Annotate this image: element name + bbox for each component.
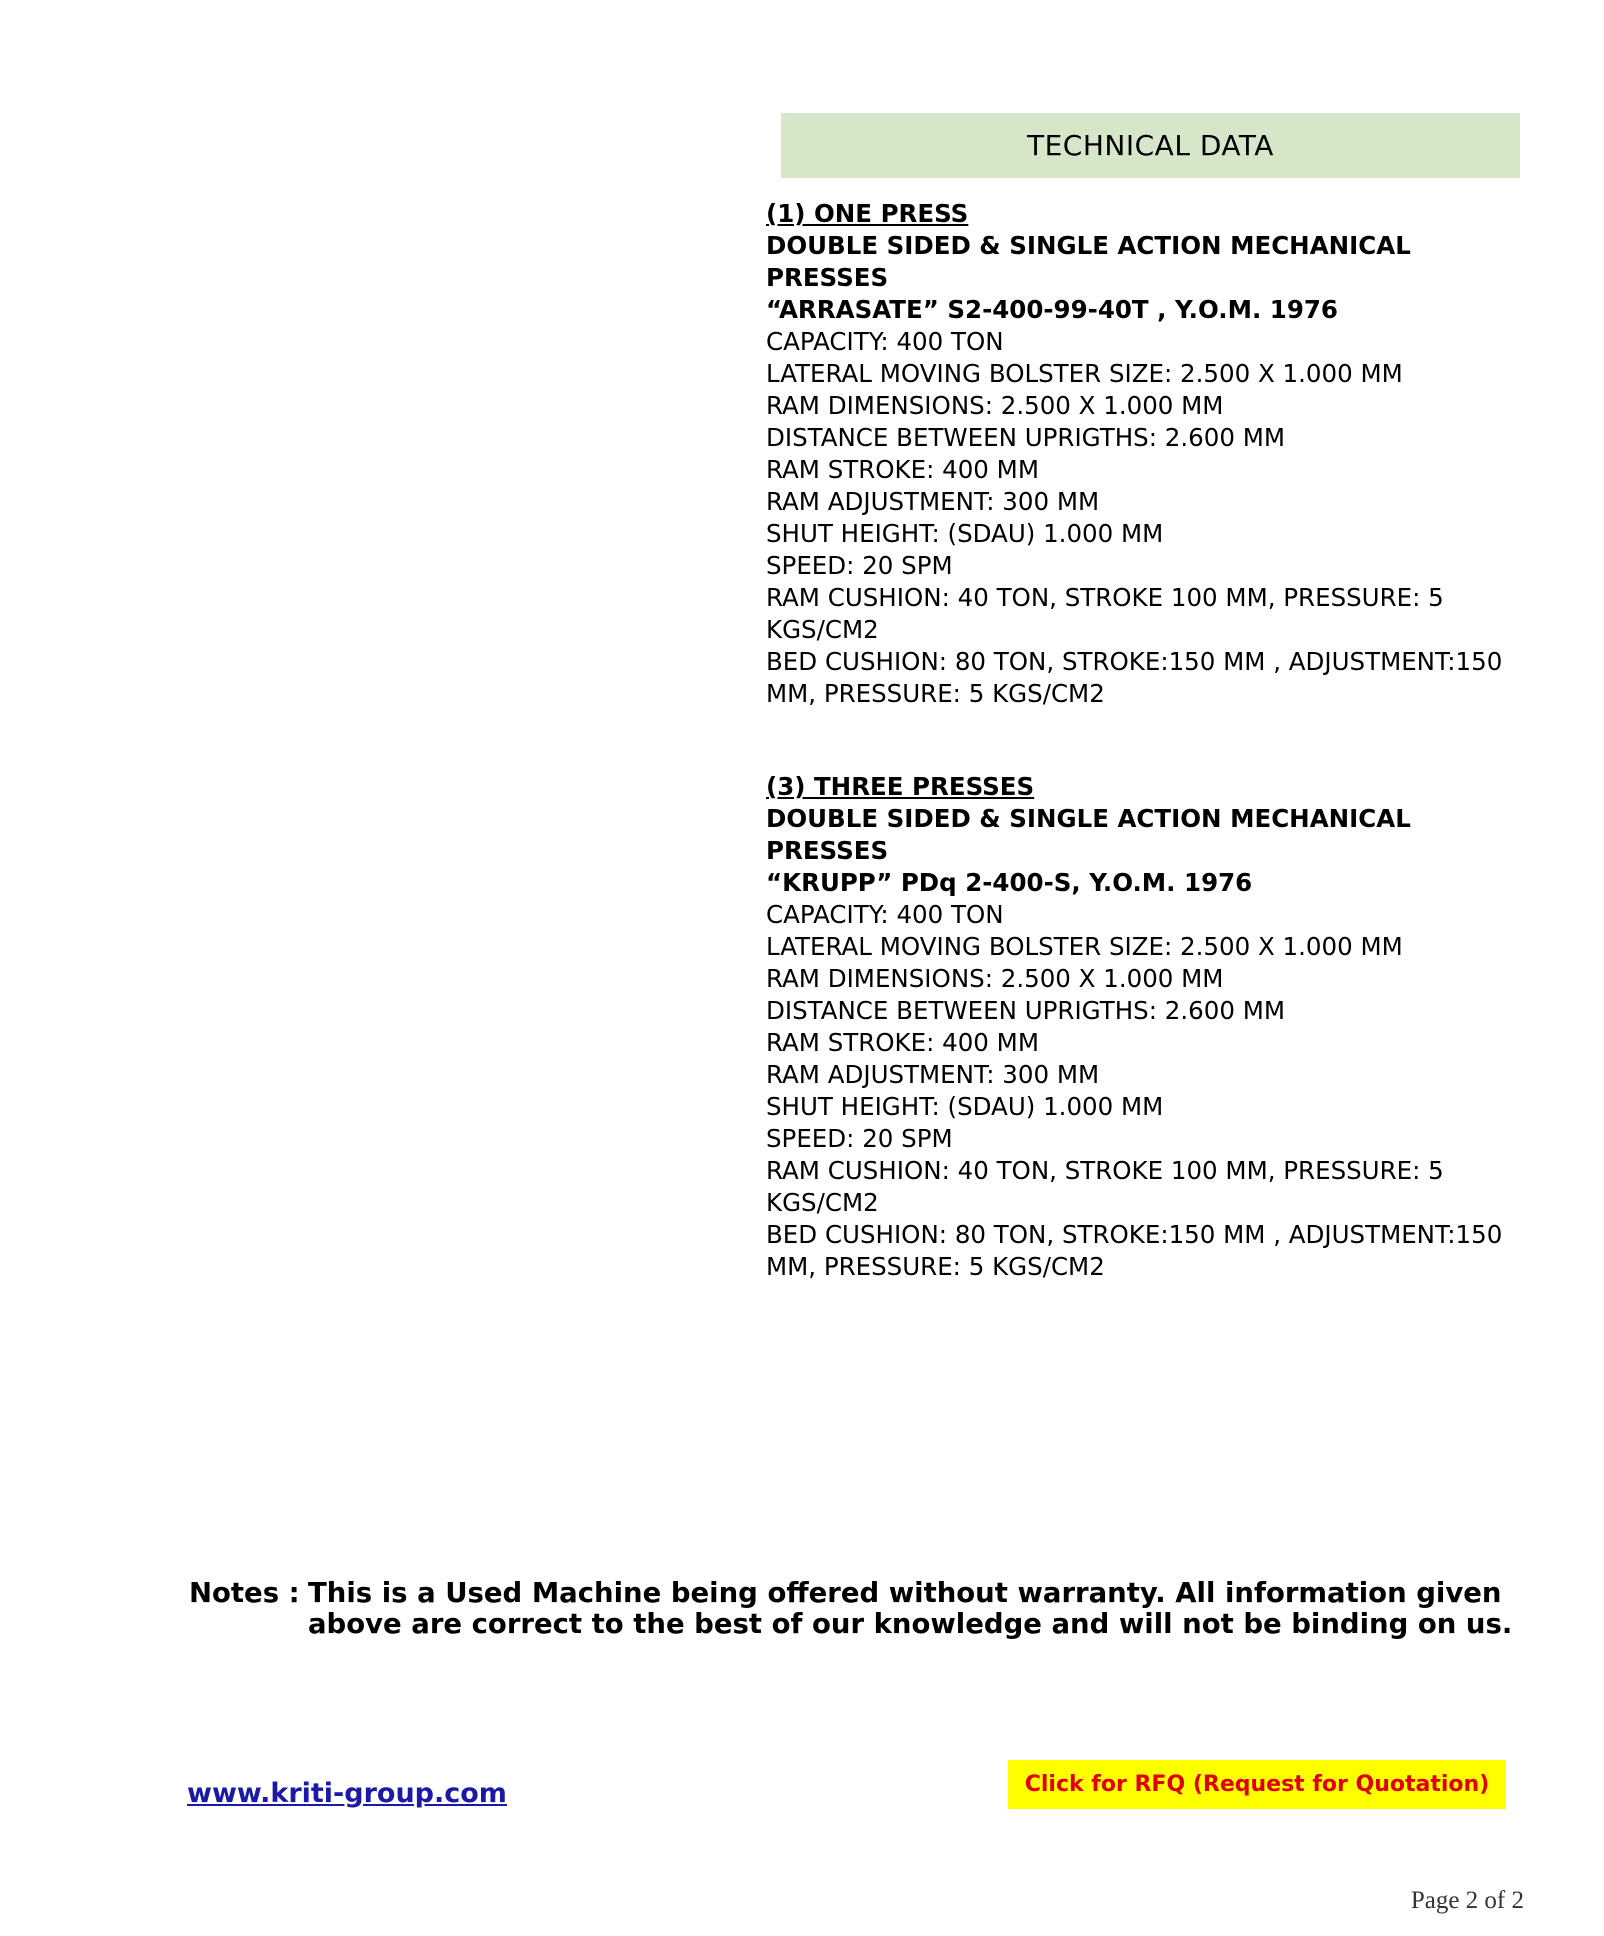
notes-text: This is a Used Machine being offered without warranty. All information given above are correct to the best of our knowledge and will not be binding on us. xyxy=(308,1577,1513,1640)
section-heading: (1) ONE PRESS xyxy=(766,199,969,228)
spec-ram-stroke: RAM STROKE: 400 MM xyxy=(766,1028,1039,1057)
spec-distance-uprights: DISTANCE BETWEEN UPRIGTHS: 2.600 MM xyxy=(766,996,1285,1025)
notes-label: Notes : xyxy=(189,1577,300,1609)
section-heading: (3) THREE PRESSES xyxy=(766,772,1035,801)
machine-model: “KRUPP” PDq 2-400-S, Y.O.M. 1976 xyxy=(766,868,1253,897)
rfq-button-label: Click for RFQ (Request for Quotation) xyxy=(1024,1772,1490,1797)
spec-ram-stroke: RAM STROKE: 400 MM xyxy=(766,455,1039,484)
machine-type: DOUBLE SIDED & SINGLE ACTION MECHANICAL PRESSES xyxy=(766,231,1411,292)
notes-block xyxy=(189,1578,1519,1640)
machine-model: “ARRASATE” S2-400-99-40T , Y.O.M. 1976 xyxy=(766,295,1338,324)
spec-ram-cushion: RAM CUSHION: 40 TON, STROKE 100 MM, PRESSURE: 5 KGS/CM2 xyxy=(766,583,1444,644)
spec-speed: SPEED: 20 SPM xyxy=(766,551,953,580)
spec-shut-height: SHUT HEIGHT: (SDAU) 1.000 MM xyxy=(766,519,1164,548)
spec-capacity: CAPACITY: 400 TON xyxy=(766,900,1004,929)
spec-speed: SPEED: 20 SPM xyxy=(766,1124,953,1153)
spec-bolster-size: LATERAL MOVING BOLSTER SIZE: 2.500 X 1.000 MM xyxy=(766,359,1403,388)
spec-capacity: CAPACITY: 400 TON xyxy=(766,327,1004,356)
spec-ram-dimensions: RAM DIMENSIONS: 2.500 X 1.000 MM xyxy=(766,391,1224,420)
technical-data-header xyxy=(781,113,1520,178)
spec-bed-cushion: BED CUSHION: 80 TON, STROKE:150 MM , ADJUSTMENT:150 MM, PRESSURE: 5 KGS/CM2 xyxy=(766,1220,1503,1281)
spec-bed-cushion: BED CUSHION: 80 TON, STROKE:150 MM , ADJUSTMENT:150 MM, PRESSURE: 5 KGS/CM2 xyxy=(766,647,1503,708)
spec-ram-adjustment: RAM ADJUSTMENT: 300 MM xyxy=(766,487,1100,516)
technical-data-title: TECHNICAL DATA xyxy=(1027,129,1274,162)
spec-distance-uprights: DISTANCE BETWEEN UPRIGTHS: 2.600 MM xyxy=(766,423,1285,452)
page-number: Page 2 of 2 xyxy=(1410,1887,1524,1914)
spec-ram-dimensions: RAM DIMENSIONS: 2.500 X 1.000 MM xyxy=(766,964,1224,993)
spec-ram-adjustment: RAM ADJUSTMENT: 300 MM xyxy=(766,1060,1100,1089)
rfq-button[interactable] xyxy=(1008,1760,1506,1809)
press-section-one xyxy=(766,198,1526,710)
spec-ram-cushion: RAM CUSHION: 40 TON, STROKE 100 MM, PRESSURE: 5 KGS/CM2 xyxy=(766,1156,1444,1217)
machine-type: DOUBLE SIDED & SINGLE ACTION MECHANICAL PRESSES xyxy=(766,804,1411,865)
spec-bolster-size: LATERAL MOVING BOLSTER SIZE: 2.500 X 1.000 MM xyxy=(766,932,1403,961)
website-link[interactable]: www.kriti-group.com xyxy=(187,1778,507,1809)
spec-shut-height: SHUT HEIGHT: (SDAU) 1.000 MM xyxy=(766,1092,1164,1121)
press-section-three xyxy=(766,771,1526,1283)
